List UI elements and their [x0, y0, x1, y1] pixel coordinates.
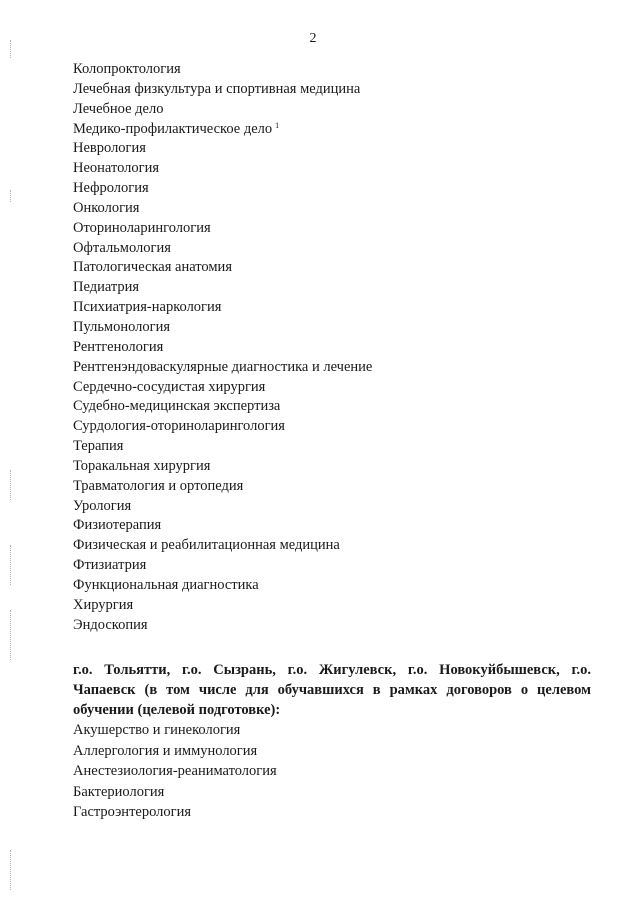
list-item-label: Рентгенология [73, 338, 164, 355]
list-item-label: Судебно-медицинская экспертиза [73, 398, 281, 415]
list-item [73, 80, 372, 100]
scan-margin-mark [10, 850, 12, 890]
list-item [73, 397, 372, 417]
list-item-label: Лечебная физкультура и спортивная медицина [73, 80, 361, 97]
list-item-label: Бактериология [73, 783, 165, 800]
list-item [73, 497, 372, 517]
list-item [73, 417, 372, 437]
list-item-label: Пульмонология [73, 318, 171, 335]
list-item [73, 536, 372, 556]
list-item-label: Сердечно-сосудистая хирургия [73, 378, 266, 395]
list-item [73, 139, 372, 159]
list-item-label: Офтальмология [73, 239, 171, 256]
list-item-label: Сурдология-оториноларингология [73, 418, 285, 435]
list-item-label: Неонатология [73, 160, 160, 177]
region-heading: г.о. Тольятти, г.о. Сызрань, г.о. Жигулевск, г.о. Новокуйбышевск, г.о. Чапаевск (в том числе для обучавшихся в рамках договоров о целевом обучении (целевой подготовке): [73, 662, 591, 718]
list-item-label: Урология [73, 497, 132, 514]
list-item [73, 199, 372, 219]
list-item [73, 358, 372, 378]
scan-margin-mark [10, 470, 12, 500]
list-item-label: Эндоскопия [73, 616, 148, 633]
list-item [73, 720, 277, 741]
list-item-label: Гастроэнтерология [73, 804, 192, 820]
list-item [73, 278, 372, 298]
list-item [73, 179, 372, 199]
list-item-label: Торакальная хирургия [73, 457, 211, 474]
list-item [73, 60, 372, 80]
list-item-label: Физическая и реабилитационная медицина [73, 537, 340, 554]
list-item [73, 576, 372, 596]
list-item-label: Нефрология [73, 180, 149, 197]
list-item-label: Патологическая анатомия [73, 259, 232, 276]
list-item [73, 516, 372, 536]
scan-margin-mark [10, 190, 12, 202]
list-item [73, 159, 372, 179]
list-item-label: Онкология [73, 199, 140, 216]
list-item [73, 616, 372, 636]
list-item [73, 596, 372, 616]
list-item [73, 298, 372, 318]
list-item-label: Педиатрия [73, 279, 140, 296]
list-item-label: Колопроктология [73, 61, 181, 77]
list-item [73, 761, 277, 782]
page-number: 2 [309, 31, 317, 46]
list-item-label: Хирургия [73, 596, 134, 613]
list-item-label: Терапия [73, 438, 124, 455]
list-item [73, 120, 372, 140]
list-item [73, 437, 372, 457]
list-item [73, 741, 277, 762]
list-item-label: Физиотерапия [73, 517, 162, 534]
scan-margin-mark [10, 610, 12, 660]
scan-margin-mark [10, 545, 12, 585]
list-item-label: Функциональная диагностика [73, 576, 259, 593]
list-item-label: Оториноларингология [73, 219, 211, 236]
list-item [73, 457, 372, 477]
list-item [73, 100, 372, 120]
list-item-label: Лечебное дело [73, 100, 164, 117]
list-item [73, 802, 277, 823]
list-item-label: Акушерство и гинекология [73, 722, 241, 738]
list-item-label: Травматология и ортопедия [73, 477, 244, 494]
specialty-list-secondary [73, 720, 277, 823]
specialty-list [73, 60, 372, 635]
list-item-label: Неврология [73, 140, 146, 157]
list-item [73, 477, 372, 497]
list-item [73, 239, 372, 259]
list-item-label: Рентгенэндоваскулярные диагностика и лечение [73, 358, 373, 375]
list-item-label: Медико-профилактическое дело [73, 120, 273, 137]
list-item [73, 782, 277, 803]
list-item [73, 318, 372, 338]
list-item [73, 219, 372, 239]
list-item [73, 338, 372, 358]
list-item [73, 258, 372, 278]
list-item-label: Психиатрия-наркология [73, 299, 222, 316]
list-item [73, 378, 372, 398]
list-item [73, 556, 372, 576]
list-item-label: Фтизиатрия [73, 557, 147, 574]
footnote-marker: 1 [275, 120, 280, 130]
list-item-label: Анестезиология-реаниматология [73, 763, 277, 779]
list-item-label: Аллергология и иммунология [73, 742, 258, 759]
